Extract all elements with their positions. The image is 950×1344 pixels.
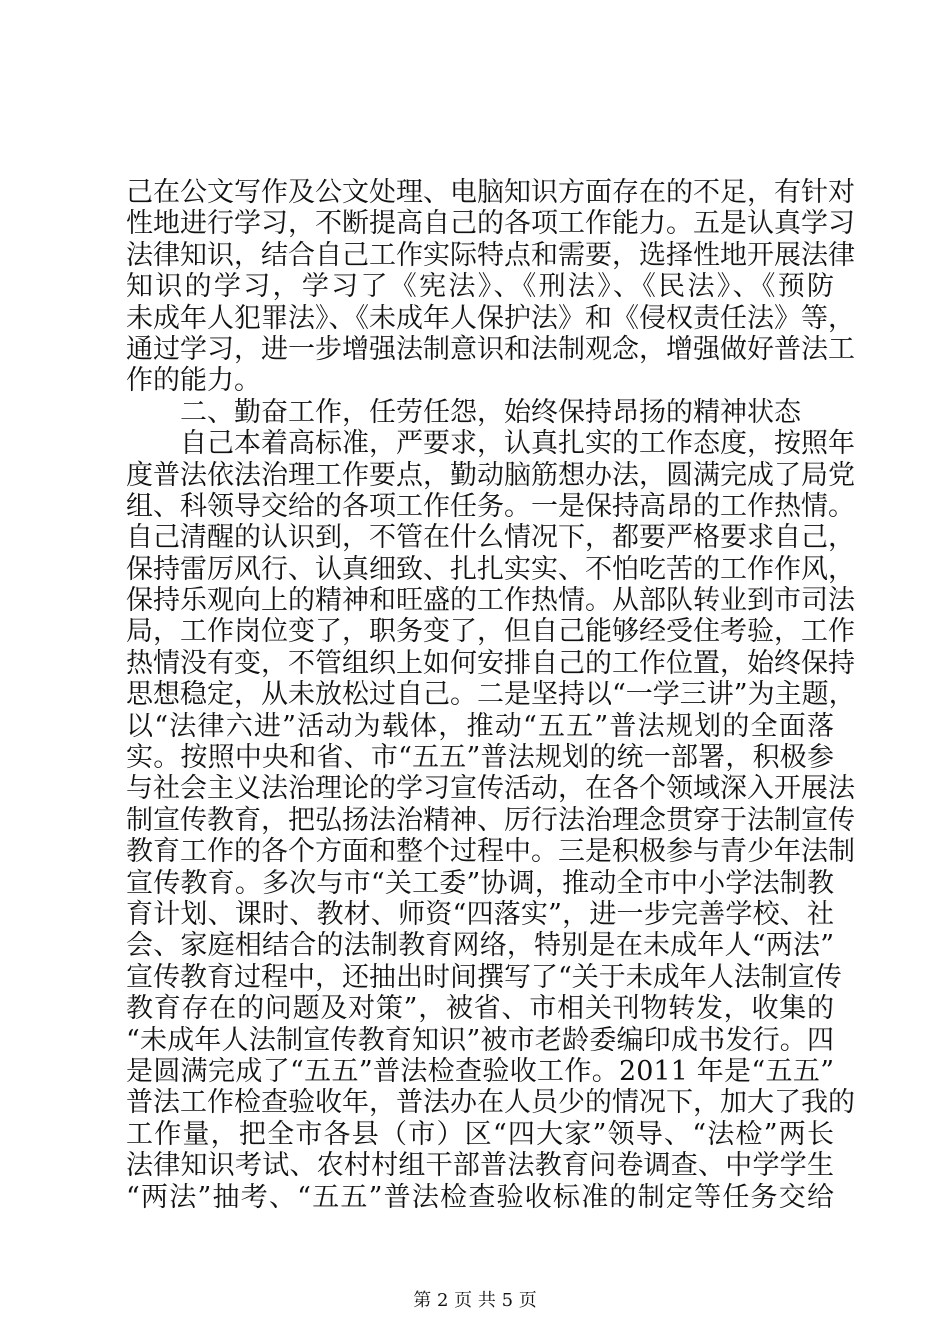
text-line: 思想稳定，从未放松过自己。二是坚持以“一学三讲”为主题， [126, 679, 856, 711]
text-line: 己在公文写作及公文处理、电脑知识方面存在的不足，有针对 [126, 177, 855, 208]
text-line: 以“法律六进”活动为载体，推动“五五”普法规划的全面落 [126, 710, 834, 742]
text-line: 局，工作岗位变了，职务变了，但自己能够经受住考验，工作 [126, 616, 855, 648]
page-number-footer: 第 2 页 共 5 页 [413, 1290, 537, 1311]
text-line: 通过学习，进一步增强法制意识和法制观念，增强做好普法工 [126, 333, 855, 365]
text-line: 组、科领导交给的各项工作任务。一是保持高昂的工作热情。 [126, 490, 855, 522]
text-line: 保持乐观向上的精神和旺盛的工作热情。从部队转业到市司法 [126, 585, 855, 617]
text-line: 实。按照中央和省、市“五五”普法规划的统一部署，积极参 [126, 742, 834, 774]
text-line: 性地进行学习，不断提高自己的各项工作能力。五是认真学习 [126, 208, 855, 240]
text-line: “未成年人法制宣传教育知识”被市老龄委编印成书发行。四 [126, 1024, 834, 1056]
text-line: 普法工作检查验收年，普法办在人员少的情况下，加大了我的 [126, 1087, 855, 1119]
text-line: 知识的学习，学习了《宪法》、《刑法》、《民法》、《预防 [126, 271, 834, 303]
text-line: 教育存在的问题及对策”，被省、市相关刊物转发，收集的 [126, 993, 834, 1025]
text-line: 会、家庭相结合的法制教育网络，特别是在未成年人“两法” [126, 930, 834, 962]
section-heading: 二、勤奋工作，任劳任怨，始终保持昂扬的精神状态 [180, 396, 801, 428]
text-line: 宣传教育。多次与市“关工委”协调，推动全市中小学法制教 [126, 867, 834, 899]
text-line: 育计划、课时、教材、师资“四落实”，进一步完善学校、社 [126, 898, 834, 930]
text-line: 法律知识考试、农村村组干部普法教育问卷调查、中学学生 [126, 1150, 834, 1182]
text-line: 作的能力。 [126, 365, 261, 397]
text-line: 度普法依法治理工作要点，勤动脑筋想办法，圆满完成了局党 [126, 459, 855, 491]
text-line: “两法”抽考、“五五”普法检查验收标准的制定等任务交给 [126, 1181, 834, 1213]
text-line: 未成年人犯罪法》、《未成年人保护法》和《侵权责任法》等， [126, 302, 855, 334]
text-line: 与社会主义法治理论的学习宣传活动，在各个领域深入开展法 [126, 773, 855, 805]
text-line: 宣传教育过程中，还抽出时间撰写了“关于未成年人法制宣传 [126, 961, 842, 993]
text-line: 自己本着高标准，严要求，认真扎实的工作态度，按照年 [180, 428, 855, 460]
text-line: 自己清醒的认识到，不管在什么情况下，都要严格要求自己， [126, 522, 855, 554]
text-line: 教育工作的各个方面和整个过程中。三是积极参与青少年法制 [126, 836, 855, 868]
text-line: 是圆满完成了“五五”普法检查验收工作。2011 年是“五五” [126, 1055, 834, 1087]
text-line: 热情没有变，不管组织上如何安排自己的工作位置，始终保持 [126, 647, 855, 679]
text-line: 制宣传教育，把弘扬法治精神、厉行法治理念贯穿于法制宣传 [126, 804, 855, 836]
document-body [126, 177, 856, 1213]
text-line: 工作量，把全市各县（市）区“四大家”领导、“法检”两长 [126, 1118, 834, 1150]
text-line: 保持雷厉风行、认真细致、扎扎实实、不怕吃苦的工作作风， [126, 553, 855, 585]
text-line: 法律知识，结合自己工作实际特点和需要，选择性地开展法律 [126, 239, 855, 271]
